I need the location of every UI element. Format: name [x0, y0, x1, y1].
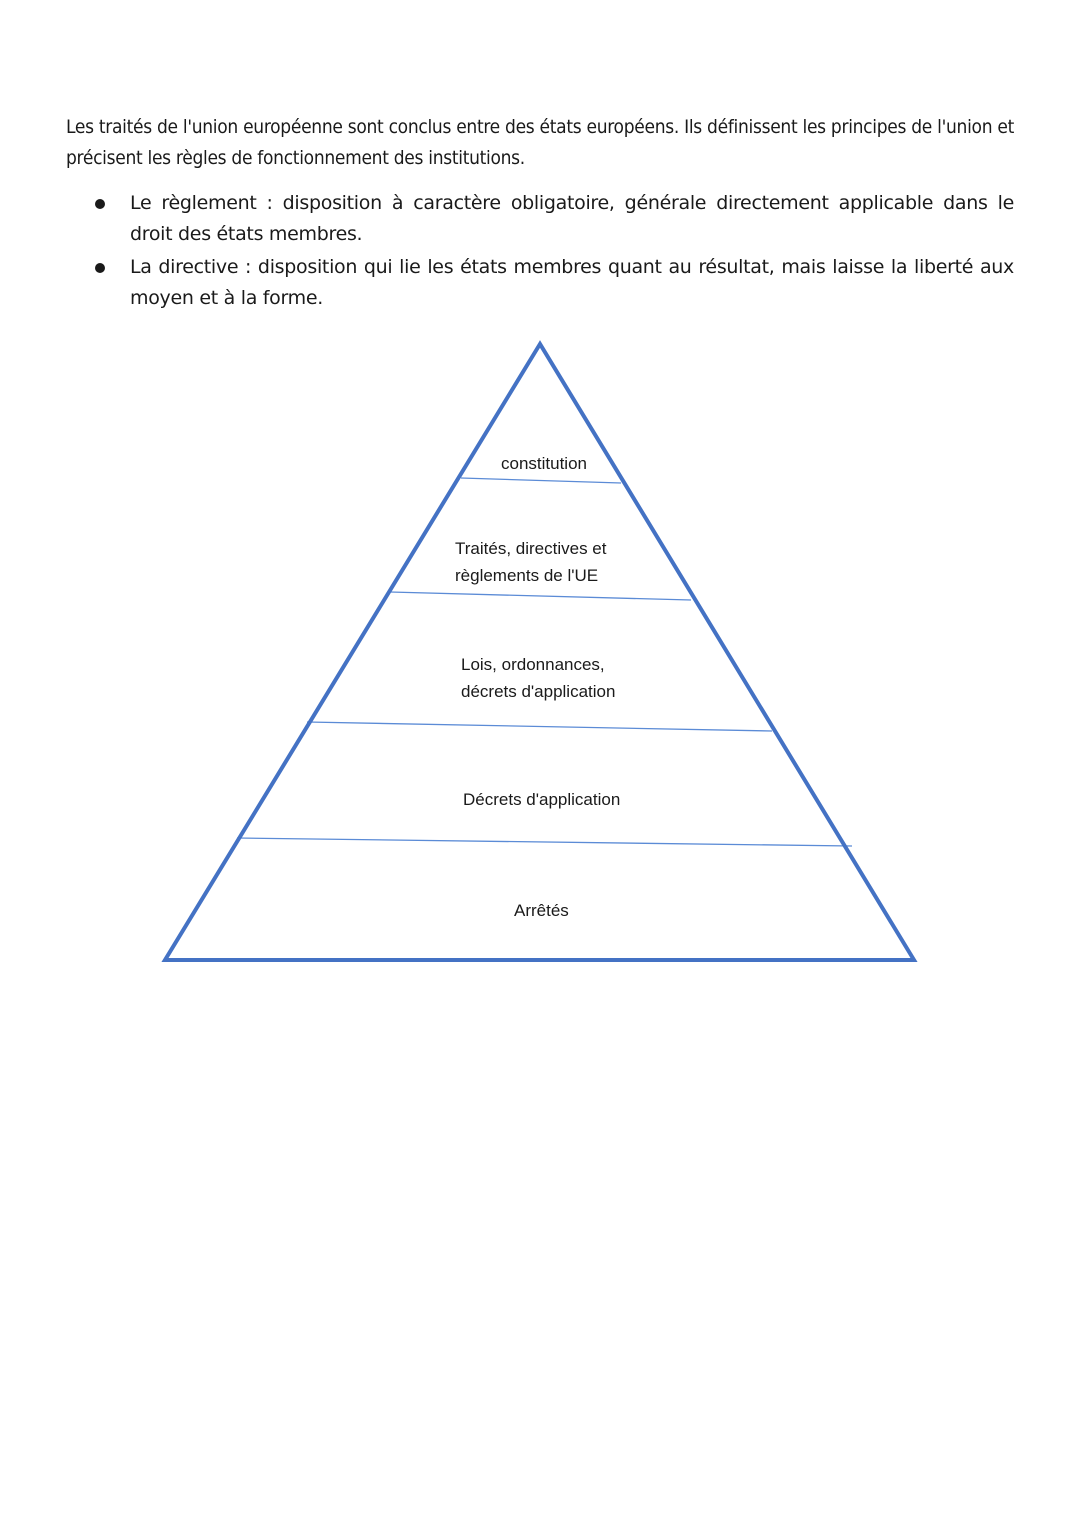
pyramid-level-constitution [501, 450, 587, 477]
level-label-line: constitution [501, 454, 587, 473]
intro-section [66, 112, 1014, 316]
bullet-list [66, 188, 1014, 314]
bullet-icon [95, 199, 105, 209]
pyramid-level-traites [455, 535, 606, 589]
intro-paragraph: Les traités de l'union européenne sont conclus entre des états européens. Ils définissent les principes de l'union et précisent les règles de fonctionnement des institutions. [66, 116, 1014, 169]
list-item [66, 252, 1014, 314]
level-label-line: Décrets d'application [463, 790, 621, 809]
pyramid-divider-4 [237, 838, 852, 846]
pyramid-divider-1 [461, 478, 621, 483]
level-label-line: Traités, directives et [455, 539, 607, 558]
pyramid-divider-2 [390, 592, 691, 600]
level-label-line: Arrêtés [514, 901, 569, 920]
level-label-line: décrets d'application [461, 682, 616, 701]
bullet-text-directive: La directive : disposition qui lie les états membres quant au résultat, mais laisse la liberté aux moyen et à la forme. [130, 256, 1014, 309]
bullet-text-reglement: Le règlement : disposition à caractère obligatoire, générale directement applicable dans le droit des états membres. [130, 192, 1014, 245]
pyramid-divider-3 [307, 722, 772, 731]
pyramid-level-arretes [514, 897, 569, 924]
list-item [66, 188, 1014, 250]
bullet-icon [95, 263, 105, 273]
pyramid-level-lois [461, 651, 615, 705]
level-label-line: règlements de l'UE [455, 566, 599, 585]
level-label-line: Lois, ordonnances, [461, 655, 605, 674]
pyramid-level-decrets [463, 786, 620, 813]
